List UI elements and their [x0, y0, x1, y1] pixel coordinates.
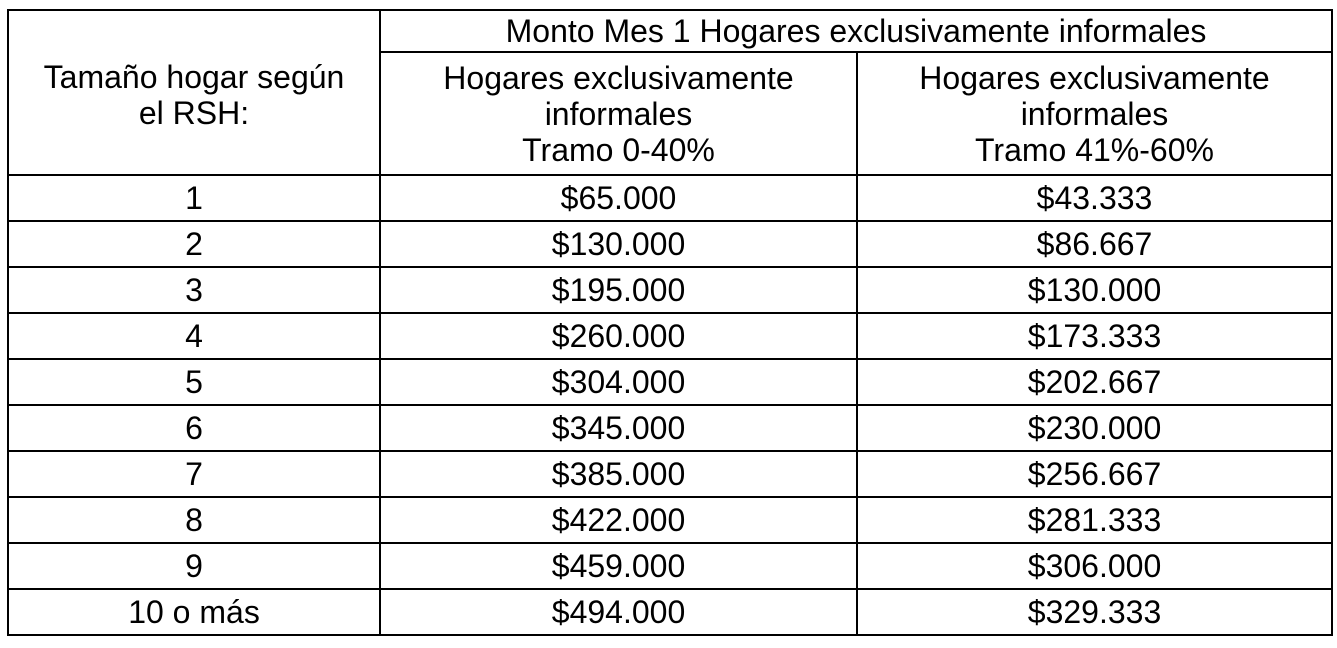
tramo-0-40-header-line2: informales [544, 95, 693, 132]
household-size-cell: 3 [8, 267, 380, 313]
household-size-header-line1: Tamaño hogar según [43, 59, 345, 95]
tramo-0-40-cell: $422.000 [380, 497, 857, 543]
tramo-41-60-cell: $86.667 [857, 221, 1332, 267]
tramo-41-60-cell: $230.000 [857, 405, 1332, 451]
household-size-cell: 5 [8, 359, 380, 405]
household-size-cell: 9 [8, 543, 380, 589]
table-row [8, 221, 1332, 267]
tramo-41-60-cell: $130.000 [857, 267, 1332, 313]
household-size-cell: 1 [8, 175, 380, 221]
tramo-0-40-header-line3: Tramo 0-40% [522, 131, 715, 168]
tramo-0-40-cell: $65.000 [380, 175, 857, 221]
tramo-41-60-cell: $43.333 [857, 175, 1332, 221]
tramo-41-60-header-line2: informales [1020, 95, 1169, 132]
household-size-cell: 7 [8, 451, 380, 497]
tramo-0-40-cell: $345.000 [380, 405, 857, 451]
table-row [8, 359, 1332, 405]
tramo-0-40-cell: $494.000 [380, 589, 857, 635]
tramo-0-40-cell: $130.000 [380, 221, 857, 267]
tramo-41-60-cell: $306.000 [857, 543, 1332, 589]
tramo-41-60-header-line1: Hogares exclusivamente [919, 59, 1270, 96]
table-row [8, 589, 1332, 635]
tramo-41-60-cell: $256.667 [857, 451, 1332, 497]
tramo-41-60-header-line3: Tramo 41%-60% [975, 131, 1214, 168]
group-header: Monto Mes 1 Hogares exclusivamente informales [380, 10, 1332, 52]
amounts-table [7, 9, 1333, 636]
household-size-header-line2: el RSH: [138, 95, 250, 131]
table-row [8, 451, 1332, 497]
table-row [8, 497, 1332, 543]
tramo-0-40-cell: $459.000 [380, 543, 857, 589]
tramo-0-40-cell: $195.000 [380, 267, 857, 313]
tramo-0-40-header [380, 52, 857, 175]
table-row [8, 313, 1332, 359]
household-size-cell: 10 o más [8, 589, 380, 635]
tramo-0-40-cell: $260.000 [380, 313, 857, 359]
tramo-0-40-cell: $385.000 [380, 451, 857, 497]
header-row-group [8, 10, 1332, 52]
tramo-41-60-cell: $202.667 [857, 359, 1332, 405]
tramo-41-60-cell: $329.333 [857, 589, 1332, 635]
household-size-header [8, 10, 380, 175]
table-row [8, 267, 1332, 313]
tramo-0-40-header-line1: Hogares exclusivamente [443, 59, 794, 96]
household-size-cell: 4 [8, 313, 380, 359]
tramo-41-60-header [857, 52, 1332, 175]
tramo-41-60-cell: $173.333 [857, 313, 1332, 359]
tramo-41-60-cell: $281.333 [857, 497, 1332, 543]
tramo-0-40-cell: $304.000 [380, 359, 857, 405]
table-row [8, 405, 1332, 451]
table-row [8, 543, 1332, 589]
household-size-cell: 2 [8, 221, 380, 267]
household-size-cell: 6 [8, 405, 380, 451]
household-size-cell: 8 [8, 497, 380, 543]
table-row [8, 175, 1332, 221]
